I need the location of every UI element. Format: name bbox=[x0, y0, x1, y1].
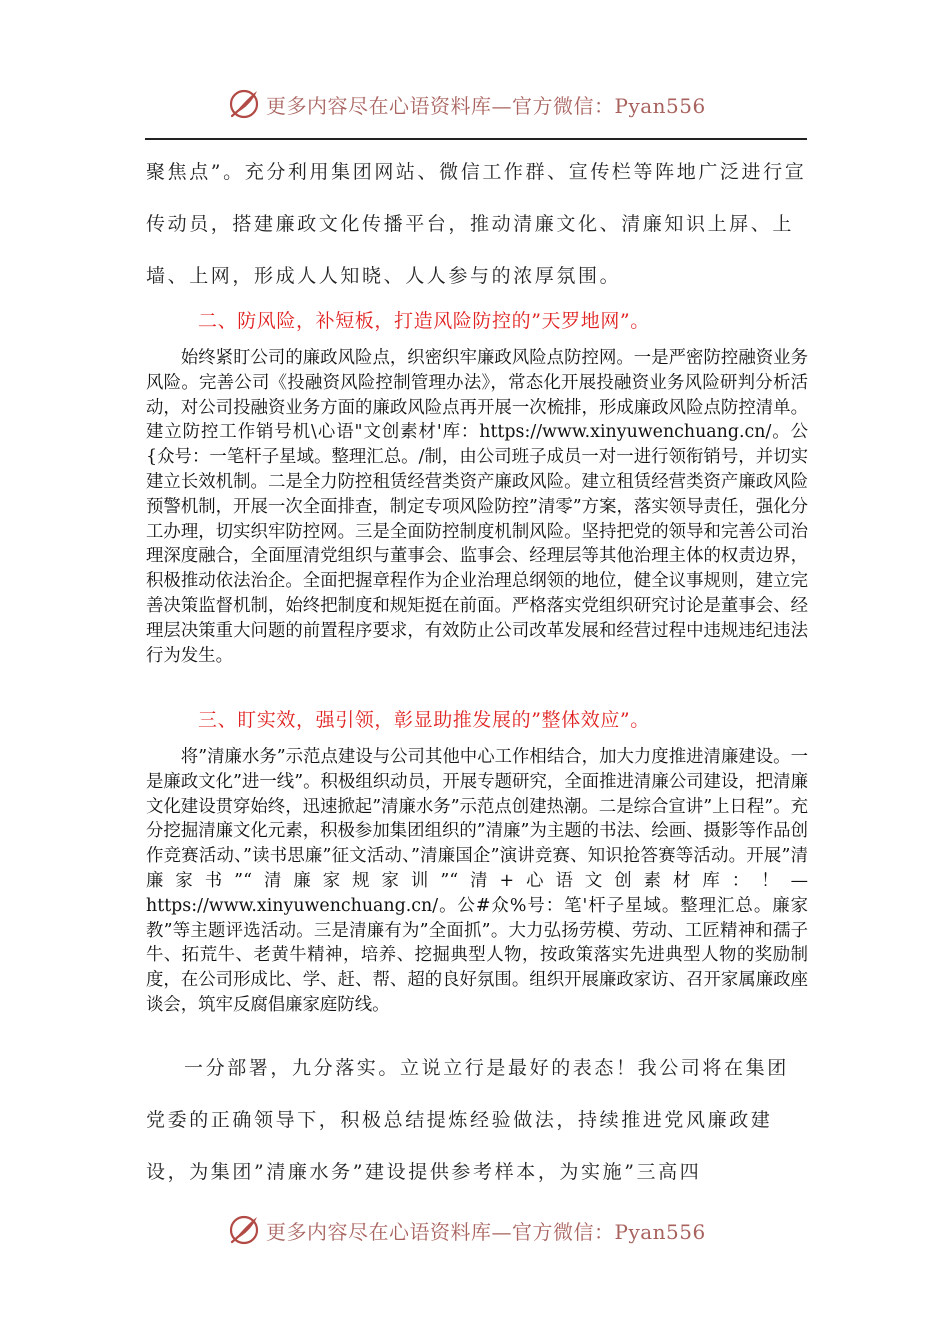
closing-paragraph bbox=[146, 1042, 808, 1198]
heading-text: 二、防风险，补短板，打造风险防控的”天罗地网”。 bbox=[198, 310, 650, 332]
section-paragraph-3 bbox=[146, 745, 808, 1018]
header-divider bbox=[145, 138, 807, 140]
paragraph-text: 始终紧盯公司的廉政风险点，织密织牢廉政风险点防控网。一是严密防控融资业务风险。完善公司《投融资风险控制管理办法》，常态化开展投融资业务风险研判分析活动，对公司投融资业务方面的廉政风险点再开展一次梳排，形成廉政风险点防控清单。建立防控工作销号机\心语"文创素材'库：https://www.xinyuwenchuang.cn/。公{众号：一笔杆子星域。整理汇总。/制，由公司班子成员一对一进行领衔销号，并切实建立长效机制。二是全力防控租赁经营类资产廉政风险。建立租赁经营类资产廉政风险预警机制，开展一次全面排查，制定专项风险防控”清零”方案，落实领导责任，强化分工办理，切实织牢防控网。三是全面防控制度机制风险。坚持把党的领导和完善公司治理深度融合，全面厘清党组织与董事会、监事会、经理层等其他治理主体的权责边界，积极推动依法治企。全面把握章程作为企业治理总纲领的地位，健全议事规则，建立完善决策监督机制，始终把制度和规矩挺在前面。严格落实党组织研究讨论是董事会、经理层决策重大问题的前置程序要求，有效防止公司改革发展和经营过程中违规违纪违法行为发生。 bbox=[146, 348, 808, 666]
paragraph-text: 将”清廉水务”示范点建设与公司其他中心工作相结合，加大力度推进清廉建设。一是廉政文化”进一线”。积极组织动员，开展专题研究，全面推进清廉公司建设，把清廉文化建设贯穿始终，迅速掀起”清廉水务”示范点创建热潮。二是综合宣讲”上日程”。充分挖掘清廉文化元素，积极参加集团组织的”清廉”为主题的书法、绘画、摄影等作品创作竞赛活动、”读书思廉”征文活动、”清廉国企”演讲竞赛、知识抢答赛等活动。开展”清廉家书”“清廉家规家训”“清+心语文创素材库：！—https://www.xinyuwenchuang.cn/。公#众%号：笔'杆子星域。整理汇总。廉家教”等主题评选活动。三是清廉有为”全面抓”。大力弘扬劳模、劳动、工匠精神和孺子牛、拓荒牛、老黄牛精神，培养、挖掘典型人物，按政策落实先进典型人物的奖励制度，在公司形成比、学、赶、帮、超的良好氛围。组织开展廉政家访、召开家属廉政座谈会，筑牢反腐倡廉家庭防线。 bbox=[146, 747, 808, 1015]
paragraph-text: 聚焦点”。充分利用集团网站、微信工作群、宣传栏等阵地广泛进行宣传动员，搭建廉政文化传播平台，推动清廉文化、清廉知识上屏、上墙、上网，形成人人知晓、人人参与的浓厚氛围。 bbox=[146, 161, 807, 287]
feather-pen-logo-icon bbox=[226, 86, 262, 122]
section-heading-2 bbox=[146, 306, 808, 336]
heading-text: 三、盯实效，强引领，彰显助推发展的”整体效应”。 bbox=[198, 709, 650, 731]
section-heading-3 bbox=[146, 705, 808, 735]
intro-paragraph-end bbox=[146, 146, 808, 302]
header-watermark bbox=[0, 82, 950, 126]
feather-pen-logo-icon bbox=[226, 1212, 262, 1248]
watermark-text: 更多内容尽在心语资料库—官方微信：Pyan556 bbox=[266, 93, 706, 118]
footer-watermark bbox=[0, 1208, 950, 1252]
paragraph-text: 一分部署，九分落实。立说立行是最好的表态！我公司将在集团党委的正确领导下，积极总结提炼经验做法，持续推进党风廉政建设，为集团”清廉水务”建设提供参考样本，为实施”三高四 bbox=[146, 1057, 789, 1183]
section-paragraph-2 bbox=[146, 346, 808, 668]
watermark-text: 更多内容尽在心语资料库—官方微信：Pyan556 bbox=[266, 1219, 706, 1244]
